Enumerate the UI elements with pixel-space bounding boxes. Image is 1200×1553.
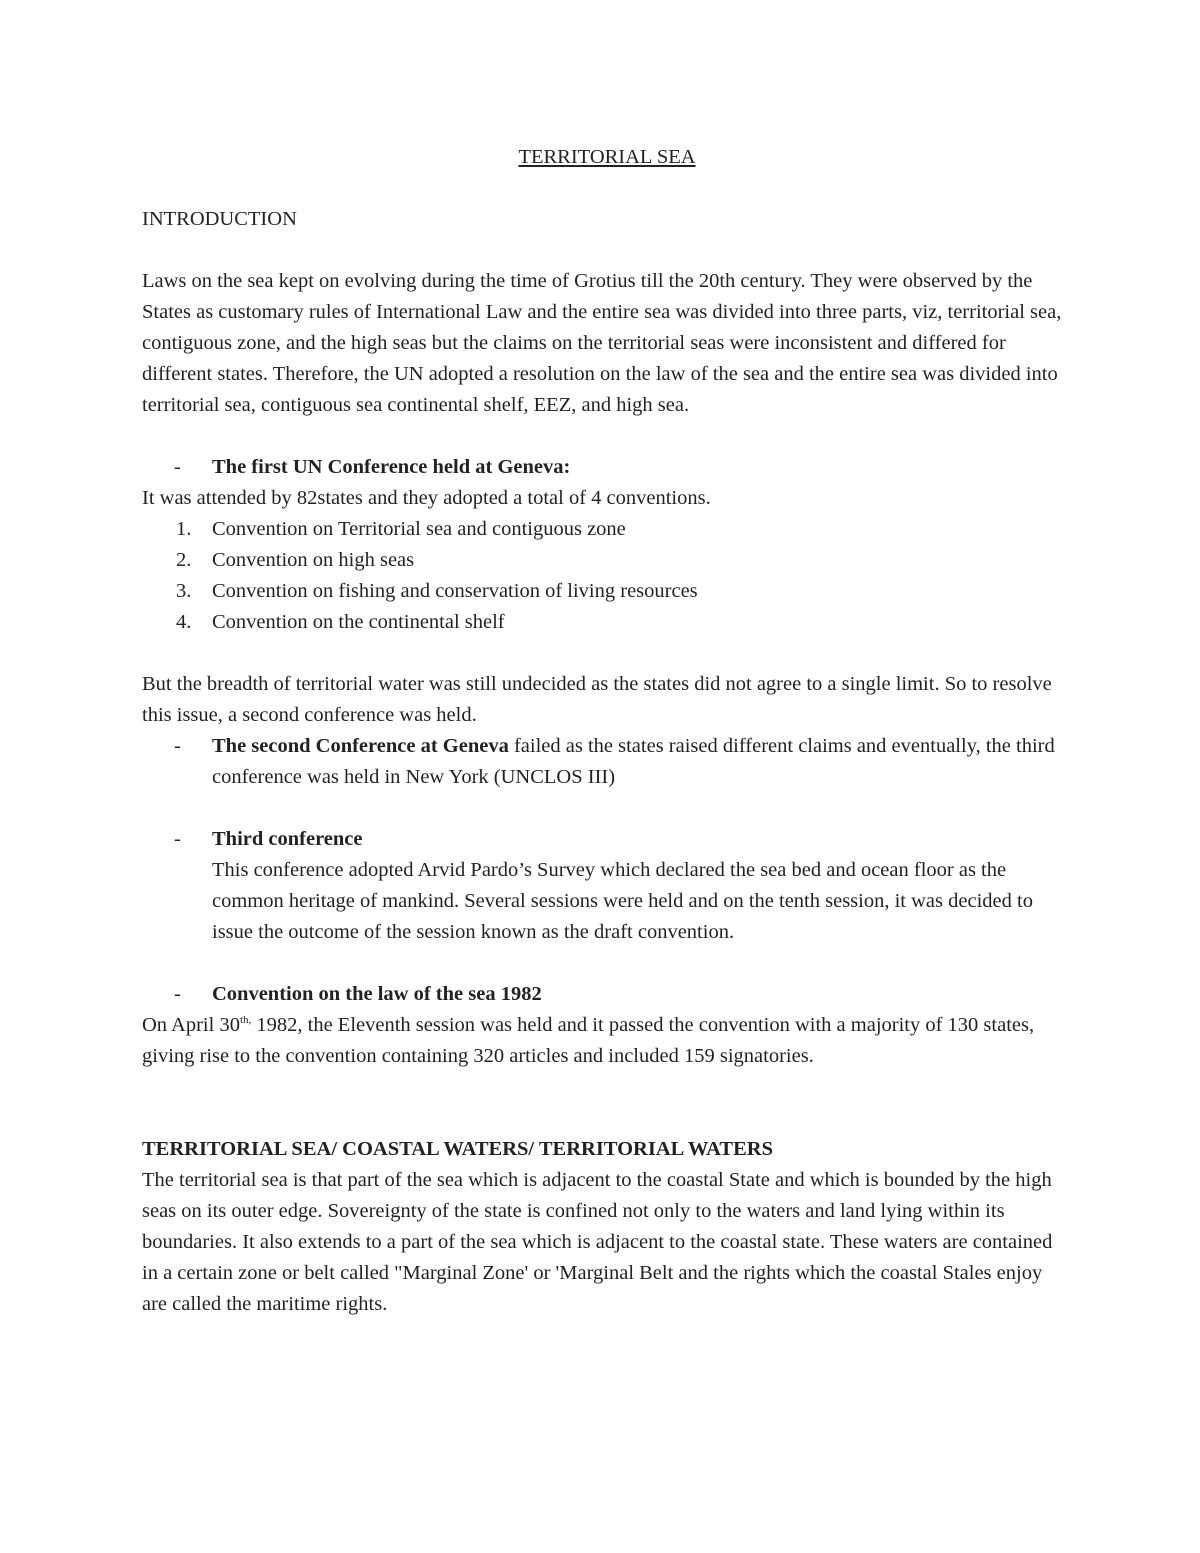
conventions-list bbox=[142, 514, 1072, 638]
second-conference-label: The second Conference at Geneva bbox=[212, 735, 509, 757]
document-body bbox=[142, 142, 1072, 1320]
third-conference-text: This conference adopted Arvid Pardo’s Survey which declared the sea bed and ocean floor as the common heritage of mankind. Several sessions were held and on the tenth session, it was decided to issue the outcome of the session known as the draft convention. bbox=[212, 859, 1033, 943]
convention-1982-text-start: On April 30 bbox=[142, 1014, 240, 1036]
third-conference-label: Third conference bbox=[212, 828, 363, 850]
convention-1982-item bbox=[142, 979, 1072, 1010]
intro-paragraph: Laws on the sea kept on evolving during the time of Grotius till the 20th century. They were observed by the States as customary rules of International Law and the entire sea was divided into three parts, viz, territorial sea, contiguous zone, and the high seas but the claims on the territorial seas were inconsistent and differed for different states. Therefore, the UN adopted a resolution on the law of the sea and the entire sea was divided into territorial sea, contiguous sea continental shelf, EEZ, and high sea. bbox=[142, 270, 1062, 416]
document-title: TERRITORIAL SEA bbox=[518, 146, 696, 168]
list-number: 1. bbox=[176, 518, 192, 540]
list-number: 3. bbox=[176, 580, 192, 602]
dash-bullet: - bbox=[174, 735, 181, 757]
list-number: 2. bbox=[176, 549, 192, 571]
spacer bbox=[142, 421, 1072, 452]
spacer bbox=[142, 638, 1072, 669]
list-item bbox=[142, 514, 1072, 545]
convention-1982-text-rest: 1982, the Eleventh session was held and it passed the convention with a majority of 130 states, giving rise to the convention containing 320 articles and included 159 signatories. bbox=[142, 1014, 1035, 1067]
second-conference-text: failed as the states raised different claims and eventually, the third conference was held in New York (UNCLOS III) bbox=[212, 735, 1055, 788]
list-item-text: Convention on the continental shelf bbox=[212, 611, 505, 633]
spacer bbox=[142, 1072, 1072, 1134]
convention-1982-label: Convention on the law of the sea 1982 bbox=[212, 983, 542, 1005]
first-conference-item bbox=[142, 452, 1072, 483]
first-conference-label: The first UN Conference held at Geneva: bbox=[212, 456, 571, 478]
third-conference-item bbox=[142, 824, 1072, 948]
list-number: 4. bbox=[176, 611, 192, 633]
list-item bbox=[142, 545, 1072, 576]
spacer bbox=[142, 948, 1072, 979]
list-item bbox=[142, 607, 1072, 638]
breadth-paragraph: But the breadth of territorial water was still undecided as the states did not agree to a single limit. So to resolve this issue, a second conference was held. bbox=[142, 673, 1052, 726]
territorial-sea-paragraph: The territorial sea is that part of the sea which is adjacent to the coastal State and which is bounded by the high seas on its outer edge. Sovereignty of the state is confined not only to the waters and land lying within its boundaries. It also extends to a part of the sea which is adjacent to the coastal state. These waters are contained in a certain zone or belt called "Marginal Zone' or 'Marginal Belt and the rights which the coastal Stales enjoy are called the maritime rights. bbox=[142, 1169, 1053, 1315]
second-conference-item bbox=[142, 731, 1072, 793]
list-item-text: Convention on Territorial sea and contiguous zone bbox=[212, 518, 626, 540]
introduction-heading: INTRODUCTION bbox=[142, 208, 297, 230]
spacer bbox=[142, 793, 1072, 824]
list-item bbox=[142, 576, 1072, 607]
convention-1982-text bbox=[142, 1010, 1072, 1072]
dash-bullet: - bbox=[174, 456, 181, 478]
ordinal-superscript: th, bbox=[239, 1014, 252, 1027]
dash-bullet: - bbox=[174, 828, 181, 850]
first-conference-text: It was attended by 82states and they adopted a total of 4 conventions. bbox=[142, 487, 711, 509]
list-item-text: Convention on high seas bbox=[212, 549, 415, 571]
dash-bullet: - bbox=[174, 983, 181, 1005]
territorial-sea-heading: TERRITORIAL SEA/ COASTAL WATERS/ TERRITORIAL WATERS bbox=[142, 1138, 773, 1160]
list-item-text: Convention on fishing and conservation of living resources bbox=[212, 580, 698, 602]
